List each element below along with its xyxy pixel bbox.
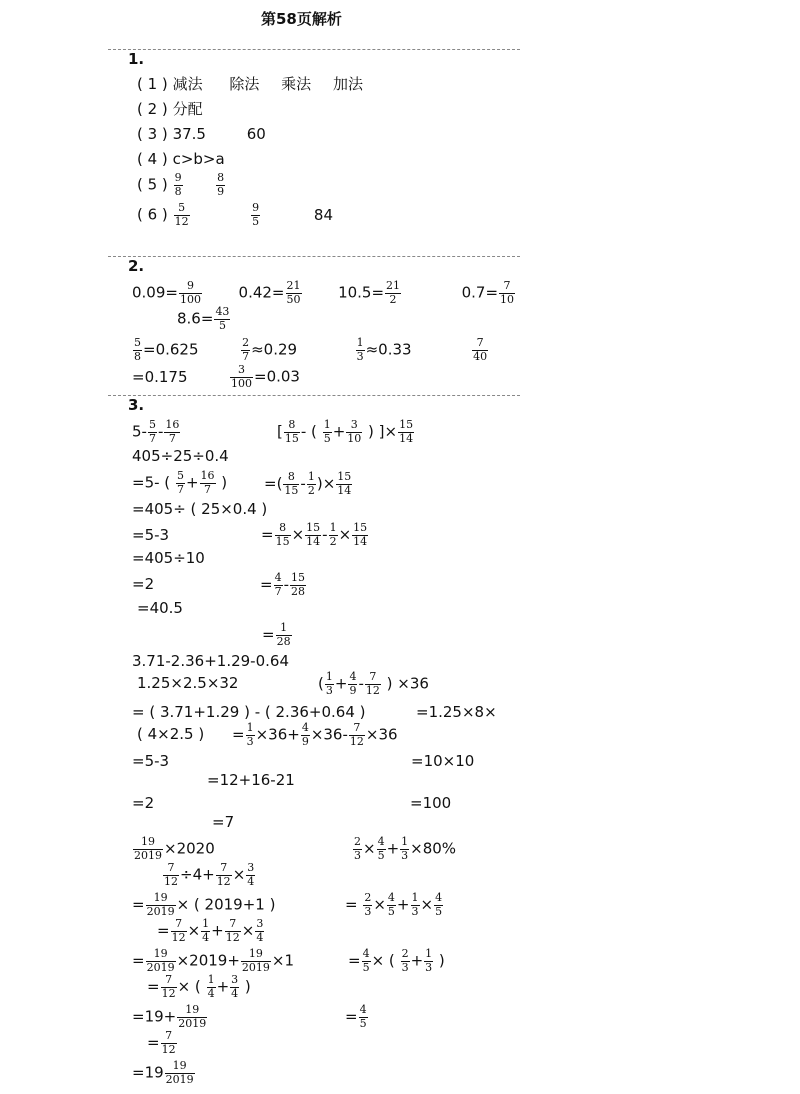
fraction — [164, 419, 180, 445]
calc-line: =405÷10 — [132, 549, 205, 567]
numerator: 7 — [161, 1030, 177, 1044]
numerator: 21 — [286, 279, 301, 292]
numerator: 4 — [387, 891, 395, 904]
fraction — [329, 522, 338, 548]
denominator: 5 — [377, 848, 385, 862]
numerator: 9 — [174, 171, 182, 184]
answer-1-1: ( 1 ) 减法 除法 乘法 加法 — [137, 75, 363, 93]
denominator: 3 — [401, 848, 409, 862]
calc-line: =7 — [212, 813, 235, 831]
fraction — [133, 836, 163, 862]
denominator: 7 — [204, 482, 212, 496]
answer-1-6: ( 6 ) $\frac{5}{12}$ $\frac{9}{5}$ 84 — [137, 201, 334, 228]
numerator: 7 — [349, 722, 365, 736]
denominator: 12 — [164, 874, 178, 888]
section-1-label: 1. — [128, 50, 145, 68]
denominator: 12 — [161, 1042, 176, 1056]
numerator: 21 — [386, 279, 401, 292]
denominator: 40 — [473, 349, 488, 363]
fraction — [177, 1004, 207, 1030]
calc-line: = $\frac{4}{5}$ — [345, 1003, 367, 1030]
numerator: 7 — [161, 974, 177, 988]
calc-line: = $\frac{4}{7}$ - $\frac{15}{28}$ — [260, 571, 305, 598]
denominator: 5 — [359, 1016, 367, 1030]
fraction — [146, 892, 176, 918]
fraction — [275, 522, 291, 548]
numerator: 1 — [207, 973, 215, 986]
numerator: 3 — [346, 419, 362, 433]
calc-line: = $\frac{7}{12}$ — [147, 1029, 176, 1056]
fraction — [165, 1060, 195, 1086]
calc-line: =2 — [132, 575, 155, 593]
fraction — [363, 892, 372, 918]
denominator: 4 — [256, 930, 264, 944]
denominator: 14 — [306, 534, 321, 548]
calc-line: = $\frac{7}{12}$ × ( $\frac{1}{4}$ + $\frac{3}{4}$ ) — [147, 973, 251, 1000]
fraction — [387, 892, 396, 918]
divider — [108, 256, 520, 257]
calc-line: =2 — [132, 794, 155, 812]
denominator: 3 — [401, 960, 409, 974]
calc-line: $\frac{19}{2019}$ ×2020 — [134, 835, 215, 862]
calc-line: =100 — [410, 794, 452, 812]
numerator: 3 — [256, 917, 264, 930]
answer-1-5: ( 5 ) $\frac{9}{8}$ $\frac{8}{9}$ — [137, 171, 225, 198]
calc-line: = $\frac{19}{2019}$ ×2019+ $\frac{19}{2019}$ ×1 — [132, 947, 295, 974]
numerator: 19 — [177, 1004, 207, 1018]
denominator: 7 — [168, 431, 176, 445]
numerator: 2 — [401, 947, 409, 960]
section-3-label: 3. — [128, 396, 145, 414]
fraction — [301, 722, 310, 748]
denominator: 28 — [276, 634, 291, 648]
denominator: 5 — [252, 214, 260, 228]
fraction — [161, 1030, 177, 1056]
denominator: 8 — [134, 349, 141, 363]
numerator: 7 — [365, 671, 381, 685]
fraction — [385, 280, 401, 306]
fraction — [200, 470, 216, 496]
numerator: 8 — [217, 171, 225, 184]
numerator: 19 — [133, 836, 163, 850]
denominator: 2019 — [165, 1072, 194, 1086]
fraction — [216, 862, 232, 888]
denominator: 12 — [365, 683, 380, 697]
numerator: 2 — [354, 835, 361, 848]
denominator: 100 — [231, 376, 252, 390]
fraction — [401, 948, 410, 974]
fraction — [353, 836, 362, 862]
denominator: 12 — [174, 214, 189, 228]
numerator: 7 — [225, 918, 241, 932]
fraction — [241, 948, 271, 974]
answer-2-3: $\frac{5}{8}$ =0.625 $\frac{2}{7}$ ≈0.29 $\frac{1}{3}$ ≈0.33 $\frac{7}{40}$ — [134, 336, 488, 363]
answer-1-2: ( 2 ) 分配 — [137, 100, 203, 118]
denominator: 2 — [329, 534, 337, 548]
answer-1-3: ( 3 ) 37.5 60 — [137, 125, 266, 143]
numerator: 1 — [307, 470, 315, 483]
fraction — [225, 918, 241, 944]
numerator: 9 — [179, 280, 202, 294]
numerator: 9 — [252, 201, 260, 214]
fraction — [148, 419, 157, 445]
fraction — [290, 572, 306, 598]
fraction — [276, 622, 292, 648]
numerator: 19 — [241, 948, 271, 962]
denominator: 7 — [274, 584, 282, 598]
fraction — [323, 419, 332, 445]
denominator: 9 — [301, 734, 309, 748]
calc-line: =405÷ ( 25×0.4 ) — [132, 500, 268, 518]
denominator: 2 — [389, 292, 397, 306]
numerator: 16 — [200, 469, 215, 482]
fraction — [163, 862, 179, 888]
answer-2-4: =0.175 — [132, 368, 188, 386]
calc-line: =19 $\frac{19}{2019}$ — [132, 1059, 194, 1086]
fraction — [359, 1004, 368, 1030]
denominator: 15 — [275, 534, 290, 548]
numerator: 1 — [411, 891, 419, 904]
denominator: 15 — [284, 483, 299, 497]
calc-line: 1.25×2.5×32 — [137, 674, 239, 692]
calc-line: =( $\frac{8}{15}$ - $\frac{1}{2}$ )× $\frac{15}{14}$ — [264, 470, 352, 497]
denominator: 5 — [435, 904, 443, 918]
fraction — [499, 280, 515, 306]
fraction — [174, 172, 183, 198]
numerator: 2 — [364, 891, 372, 904]
denominator: 10 — [347, 431, 362, 445]
fraction — [377, 836, 386, 862]
numerator: 8 — [284, 419, 300, 433]
calc-line: = $\frac{8}{15}$ × $\frac{15}{14}$ - $\frac{1}{2}$ × $\frac{15}{14}$ — [261, 521, 368, 548]
denominator: 100 — [179, 292, 201, 306]
numerator: 3 — [230, 364, 253, 378]
calc-line: =5-3 — [132, 752, 170, 770]
denominator: 9 — [349, 683, 357, 697]
numerator: 43 — [215, 305, 230, 318]
numerator: 19 — [146, 948, 176, 962]
fraction — [133, 337, 142, 363]
numerator: 4 — [349, 670, 357, 683]
fraction — [146, 948, 176, 974]
denominator: 3 — [411, 904, 419, 918]
fraction — [274, 572, 283, 598]
calc-line: ( $\frac{1}{3}$ + $\frac{4}{9}$ - $\frac{7}{12}$ ) ×36 — [318, 670, 429, 697]
denominator: 28 — [291, 584, 305, 598]
denominator: 15 — [284, 431, 299, 445]
page-title: 第58页解析 — [261, 10, 342, 28]
calc-line: =1.25×8× — [416, 703, 497, 721]
fraction — [255, 918, 264, 944]
numerator: 4 — [362, 947, 370, 960]
denominator: 3 — [364, 904, 372, 918]
answer-2-1: 0.09= $\frac{9}{100}$ 0.42= $\frac{21}{50}$ 10.5= $\frac{21}{2}$ 0.7= $\frac{7}{10}$ — [132, 279, 515, 306]
numerator: 1 — [356, 336, 364, 349]
fraction — [424, 948, 433, 974]
numerator: 19 — [165, 1060, 195, 1074]
denominator: 3 — [354, 848, 361, 862]
calc-line: = ( 3.71+1.29 ) - ( 2.36+0.64 ) — [132, 703, 366, 721]
numerator: 5 — [176, 469, 184, 482]
denominator: 10 — [500, 292, 515, 306]
fraction — [356, 337, 365, 363]
divider — [108, 395, 520, 396]
fraction — [472, 337, 488, 363]
denominator: 2019 — [134, 848, 162, 862]
calc-line: = $\frac{2}{3}$ × $\frac{4}{5}$ + $\frac{1}{3}$ × $\frac{4}{5}$ — [345, 891, 443, 918]
fraction — [398, 419, 414, 445]
denominator: 2 — [307, 483, 315, 497]
denominator: 7 — [148, 431, 156, 445]
fraction — [246, 722, 255, 748]
numerator: 19 — [146, 892, 176, 906]
fraction — [362, 948, 371, 974]
calc-line: =5-3 — [132, 526, 170, 544]
fraction — [284, 419, 300, 445]
calc-line: ( 4×2.5 ) — [137, 725, 205, 743]
section-2-label: 2. — [128, 257, 145, 275]
denominator: 5 — [362, 960, 370, 974]
denominator: 3 — [425, 960, 433, 974]
calc-line: = $\frac{7}{12}$ × $\frac{1}{4}$ + $\frac{7}{12}$ × $\frac{3}{4}$ — [157, 917, 264, 944]
fraction — [349, 722, 365, 748]
calc-line: = $\frac{4}{5}$ × ( $\frac{2}{3}$ + $\frac{1}{3}$ ) — [348, 947, 445, 974]
calc-line: = $\frac{1}{3}$ ×36+ $\frac{4}{9}$ ×36- $\frac{7}{12}$ ×36 — [232, 721, 398, 748]
numerator: 4 — [377, 835, 385, 848]
numerator: 4 — [435, 891, 443, 904]
denominator: 3 — [246, 734, 254, 748]
fraction — [174, 202, 190, 228]
numerator: 8 — [283, 471, 299, 485]
numerator: 15 — [399, 418, 414, 431]
numerator: 7 — [171, 918, 187, 932]
fraction — [246, 862, 255, 888]
fraction — [336, 471, 352, 497]
fraction — [348, 671, 357, 697]
fraction — [207, 974, 216, 1000]
denominator: 5 — [323, 431, 331, 445]
numerator: 1 — [276, 622, 292, 636]
denominator: 4 — [207, 986, 215, 1000]
fraction — [434, 892, 443, 918]
numerator: 7 — [163, 862, 179, 876]
answer-1-4: ( 4 ) c>b>a — [137, 150, 225, 168]
fraction — [307, 471, 316, 497]
denominator: 5 — [218, 318, 226, 332]
calc-line: =40.5 — [137, 599, 183, 617]
divider — [108, 49, 520, 50]
calc-line: =12+16-21 — [207, 771, 295, 789]
numerator: 5 — [148, 418, 156, 431]
denominator: 2019 — [241, 960, 270, 974]
calc-line: $\frac{7}{12}$ ÷4+ $\frac{7}{12}$ × $\frac{3}{4}$ — [164, 861, 255, 888]
fraction — [161, 974, 177, 1000]
numerator: 4 — [274, 571, 282, 584]
calc-line: 5- $\frac{5}{7}$ - $\frac{16}{7}$ — [132, 418, 180, 445]
fraction — [411, 892, 420, 918]
denominator: 12 — [216, 874, 231, 888]
numerator: 4 — [301, 721, 309, 734]
calc-line: 3.71-2.36+1.29-0.64 — [132, 652, 289, 670]
denominator: 9 — [217, 184, 225, 198]
denominator: 12 — [161, 986, 176, 1000]
fraction — [286, 280, 302, 306]
denominator: 12 — [171, 930, 186, 944]
denominator: 50 — [286, 292, 301, 306]
denominator: 2019 — [178, 1016, 207, 1030]
denominator: 7 — [242, 349, 250, 363]
fraction — [216, 172, 225, 198]
answer-2-5: $\frac{3}{100}$ =0.03 — [231, 363, 300, 390]
answer-2-2: 8.6= $\frac{43}{5}$ — [177, 305, 230, 332]
numerator: 7 — [499, 280, 515, 294]
fraction — [230, 974, 239, 1000]
fraction — [176, 470, 185, 496]
fraction — [171, 918, 187, 944]
numerator: 3 — [247, 861, 255, 874]
fraction — [352, 522, 368, 548]
fraction — [201, 918, 210, 944]
calc-line: 405÷25÷0.4 — [132, 447, 229, 465]
fraction — [251, 202, 260, 228]
numerator: 7 — [216, 862, 232, 876]
numerator: 4 — [359, 1003, 367, 1016]
numerator: 1 — [401, 835, 409, 848]
fraction — [346, 419, 362, 445]
fraction — [179, 280, 202, 306]
denominator: 14 — [399, 431, 414, 445]
denominator: 5 — [387, 904, 395, 918]
denominator: 4 — [231, 986, 239, 1000]
fraction — [283, 471, 299, 497]
denominator: 2019 — [146, 904, 175, 918]
numerator: 16 — [165, 418, 180, 431]
denominator: 12 — [225, 930, 240, 944]
numerator: 15 — [291, 571, 305, 584]
numerator: 1 — [202, 917, 210, 930]
fraction — [325, 671, 334, 697]
denominator: 4 — [202, 930, 210, 944]
numerator: 1 — [329, 521, 337, 534]
denominator: 14 — [353, 534, 368, 548]
denominator: 3 — [356, 349, 364, 363]
numerator: 1 — [325, 670, 333, 683]
numerator: 15 — [353, 521, 368, 534]
denominator: 2019 — [146, 960, 175, 974]
calc-line: = $\frac{1}{28}$ — [262, 621, 291, 648]
numerator: 8 — [275, 522, 291, 536]
numerator: 5 — [174, 202, 190, 216]
fraction — [230, 364, 253, 390]
calc-line: =10×10 — [411, 752, 475, 770]
calc-line: =5- ( $\frac{5}{7}$ + $\frac{16}{7}$ ) — [132, 469, 228, 496]
denominator: 4 — [247, 874, 255, 888]
numerator: 2 — [242, 336, 250, 349]
numerator: 15 — [306, 521, 321, 534]
calc-line: $\frac{2}{3}$ × $\frac{4}{5}$ + $\frac{1}{3}$ ×80% — [354, 835, 457, 862]
denominator: 12 — [349, 734, 364, 748]
fraction — [400, 836, 409, 862]
numerator: 3 — [231, 973, 239, 986]
fraction — [305, 522, 321, 548]
fraction — [365, 671, 381, 697]
numerator: 5 — [134, 336, 141, 349]
denominator: 3 — [325, 683, 333, 697]
numerator: 1 — [425, 947, 433, 960]
fraction — [241, 337, 250, 363]
calc-line: = $\frac{19}{2019}$ × ( 2019+1 ) — [132, 891, 276, 918]
numerator: 1 — [323, 418, 331, 431]
numerator: 1 — [246, 721, 254, 734]
fraction — [214, 306, 230, 332]
numerator: 15 — [337, 470, 352, 483]
denominator: 14 — [337, 483, 352, 497]
calc-line: =19+ $\frac{19}{2019}$ — [132, 1003, 207, 1030]
calc-line: [ $\frac{8}{15}$ - ( $\frac{1}{5}$ + $\frac{3}{10}$ ) ]× $\frac{15}{14}$ — [277, 418, 414, 445]
denominator: 7 — [176, 482, 184, 496]
denominator: 8 — [174, 184, 182, 198]
numerator: 7 — [472, 337, 488, 351]
